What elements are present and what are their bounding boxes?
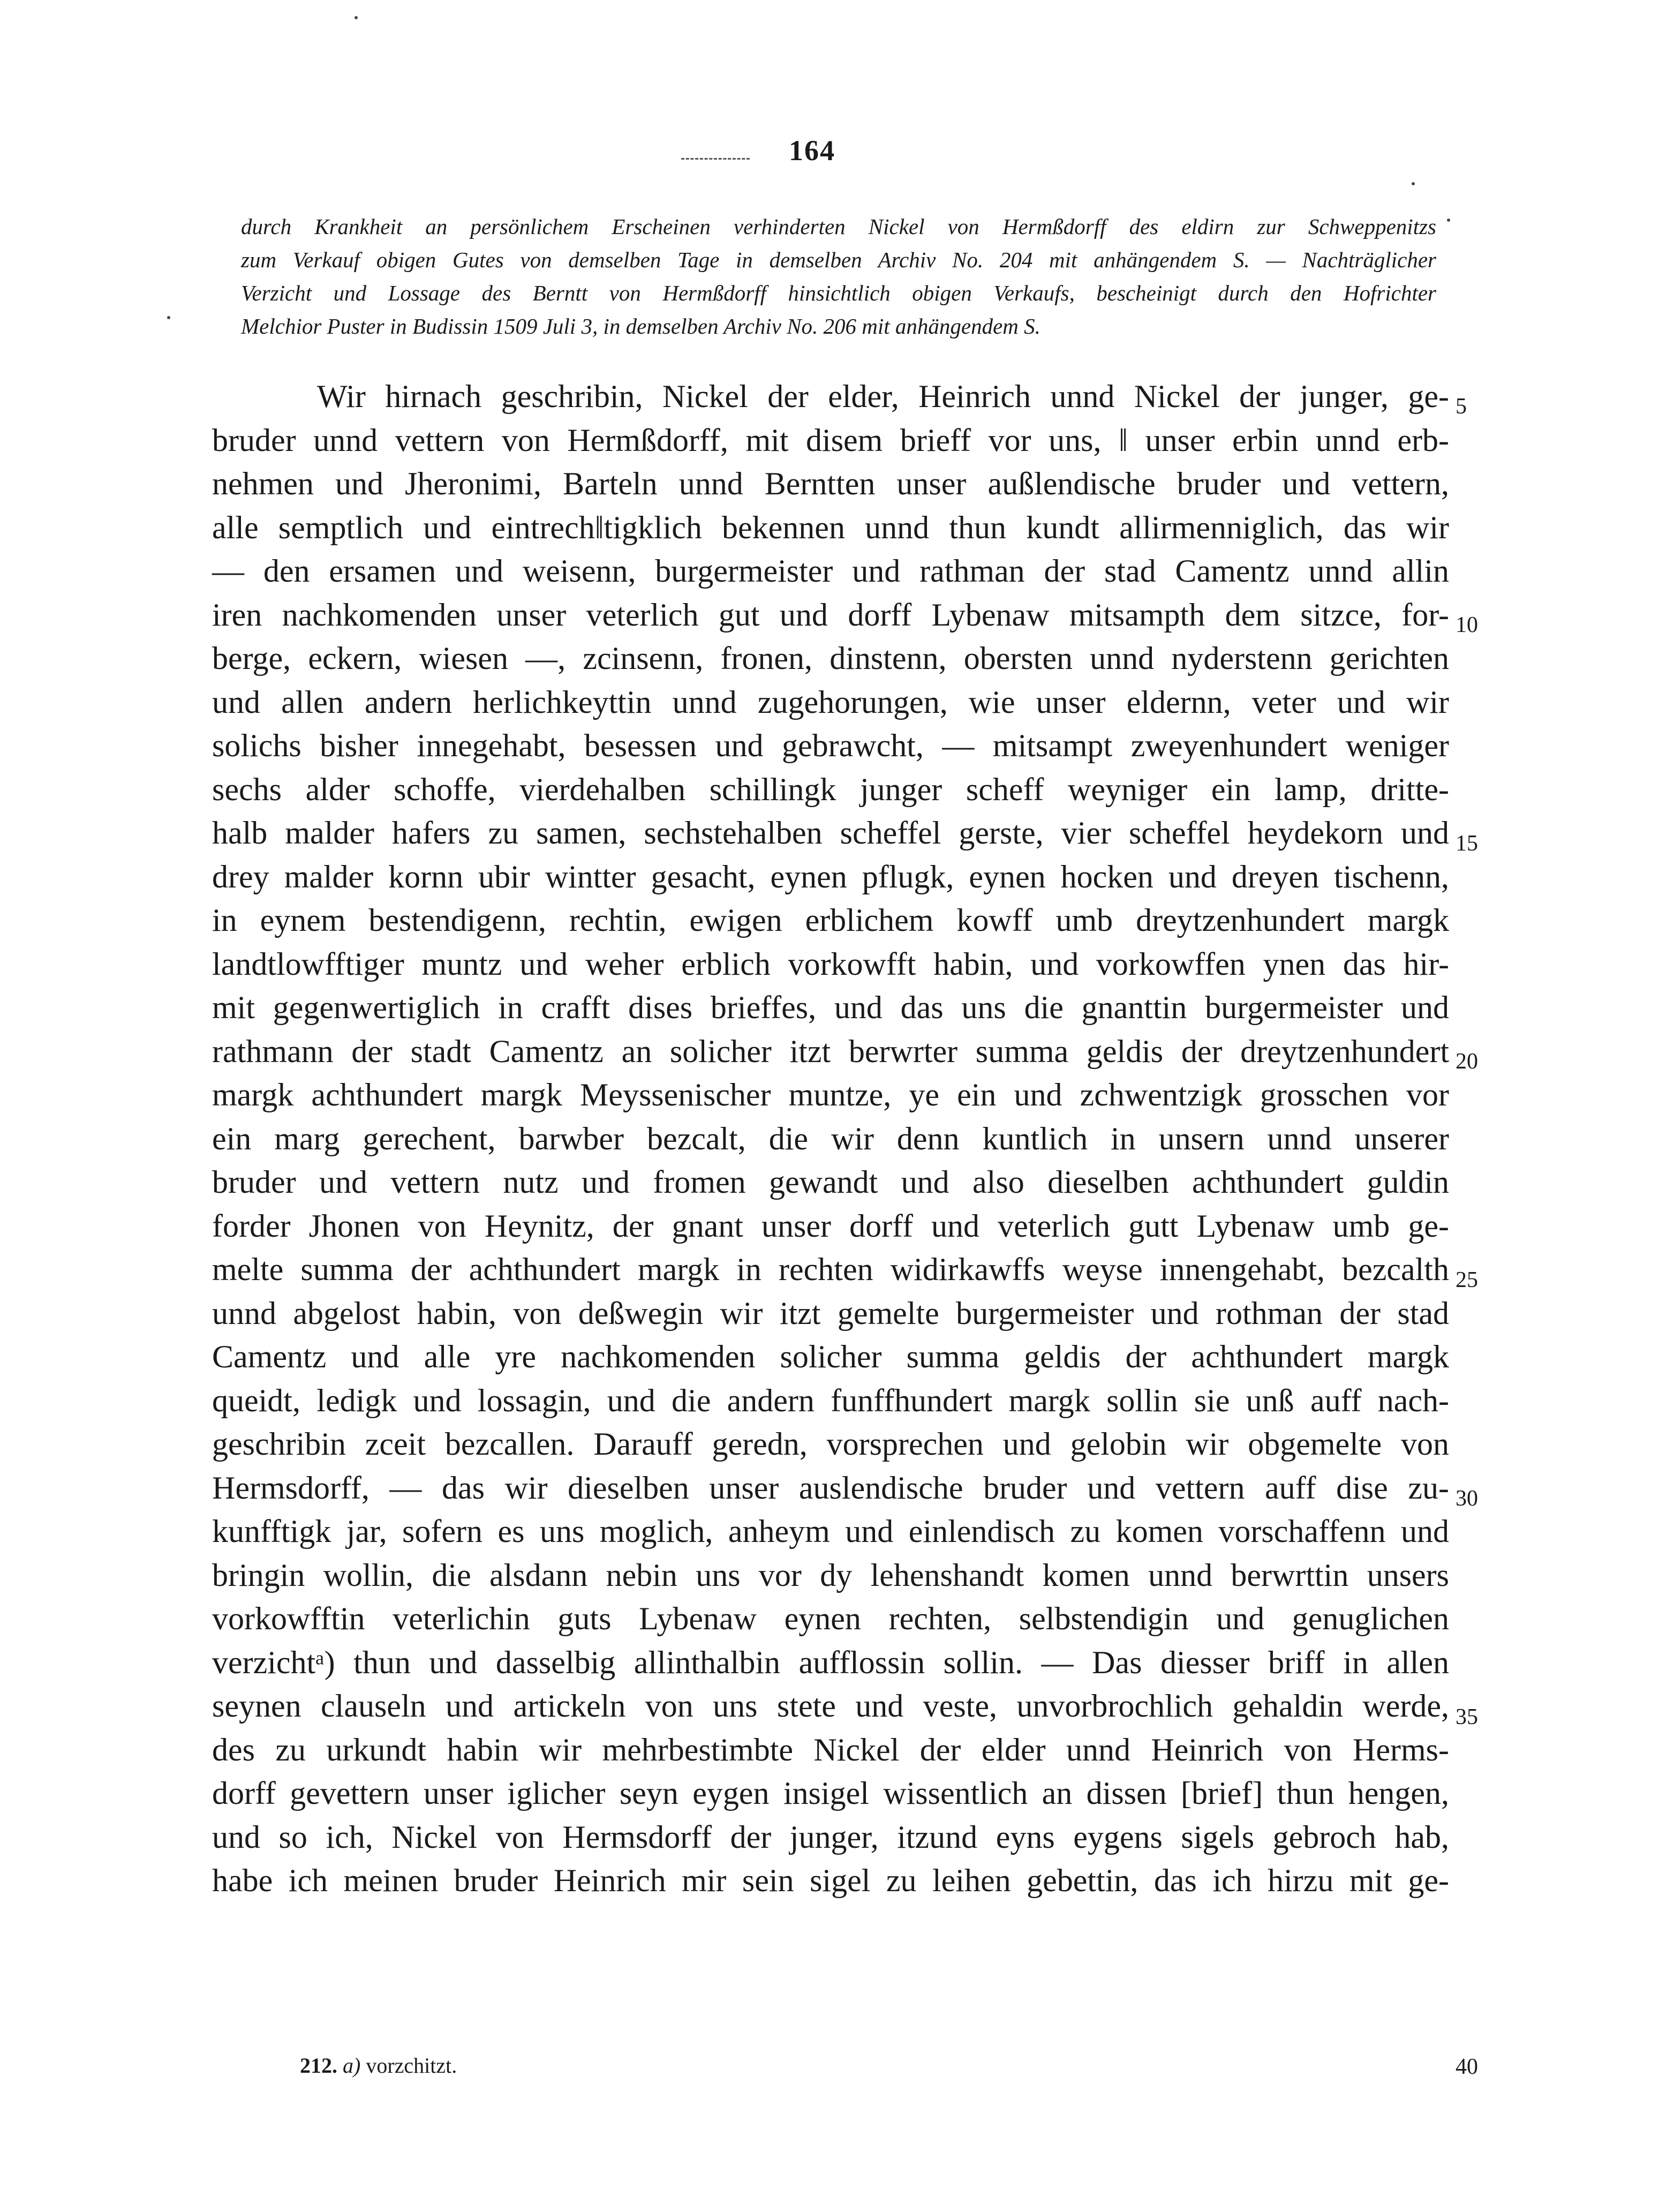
header-rule — [681, 158, 750, 160]
line-number: 35 — [1456, 1705, 1478, 1729]
body-line: forder Jhonen von Heynitz, der gnant unser dorff und veterlich gutt Lybenaw umb ge- — [212, 1208, 1449, 1244]
line-number: 10 — [1456, 613, 1478, 637]
body-line: Camentz und alle yre nachkomenden solicher summa geldis der achthundert margk — [212, 1339, 1449, 1374]
body-line: dorff gevettern unser iglicher seyn eygen insigel wissentlich an dissen [brief] thun hengen, — [212, 1775, 1449, 1811]
body-line: Wir hirnach geschribin, Nickel der elder, Heinrich unnd Nickel der junger, ge- — [317, 379, 1449, 414]
line-number: 20 — [1456, 1049, 1478, 1074]
body-line: verzichtᵃ) thun und dasselbig allinthalbin aufflossin sollin. — Das diesser briff in allen — [212, 1644, 1449, 1680]
body-line: des zu urkundt habin wir mehrbestimbte Nickel der elder unnd Heinrich von Herms- — [212, 1732, 1449, 1767]
body-line: unnd abgelost habin, von deßwegin wir itzt gemelte burgermeister und rothman der stad — [212, 1295, 1449, 1331]
body-line: berge, eckern, wiesen —, zcinsenn, fronen, dinstenn, obersten unnd nyderstenn gerichten — [212, 641, 1449, 676]
body-line: solichs bisher innegehabt, besessen und gebrawcht, — mitsampt zweyenhundert weniger — [212, 728, 1449, 763]
line-number: 25 — [1456, 1268, 1478, 1292]
body-line: habe ich meinen bruder Heinrich mir sein sigel zu leihen gebettin, das ich hirzu mit ge- — [212, 1863, 1449, 1898]
body-line: drey malder kornn ubir wintter gesacht, eynen pflugk, eynen hocken und dreyen tischenn, — [212, 859, 1449, 894]
body-line: in eynem bestendigenn, rechtin, ewigen erblichem kowff umb dreytzenhundert margk — [212, 902, 1449, 938]
line-number: 40 — [1456, 2055, 1478, 2079]
body-line: margk achthundert margk Meyssenischer muntze, ye ein und zchwentzigk grosschen vor — [212, 1077, 1449, 1112]
body-line: halb malder hafers zu samen, sechstehalben scheffel gerste, vier scheffel heydekorn und — [212, 815, 1449, 851]
body-line: bruder und vettern nutz und fromen gewandt und also dieselben achthundert guldin — [212, 1164, 1449, 1200]
body-line: seynen clauseln und artickeln von uns stete und veste, unvorbrochlich gehaldin werde, — [212, 1688, 1449, 1724]
header-note-line: Melchior Puster in Budissin 1509 Juli 3, in demselben Archiv No. 206 mit anhängendem S. — [241, 314, 1040, 338]
body-line: ein marg gerechent, barwber bezcalt, die wir denn kuntlich in unsern unnd unserer — [212, 1120, 1449, 1156]
body-line: iren nachkomenden unser veterlich gut und dorff Lybenaw mitsampth dem sitzce, for- — [212, 597, 1449, 633]
body-line: vorkowfftin veterlichin guts Lybenaw eynen rechten, selbstendigin und genuglichen — [212, 1601, 1449, 1636]
scan-speck — [1447, 219, 1450, 222]
body-line: melte summa der achthundert margk in rechten widirkawffs weyse innengehabt, bezcalth — [212, 1252, 1449, 1287]
document-body — [212, 375, 1449, 1903]
body-line: bruder unnd vettern von Hermßdorff, mit disem brieff vor uns, ‖ unser erbin unnd erb- — [212, 422, 1449, 458]
footnote-mark: a) — [343, 2053, 361, 2078]
body-line: und allen andern herlichkeyttin unnd zugehorungen, wie unser eldernn, veter und wir — [212, 684, 1449, 720]
footnote-text: vorzchitzt. — [366, 2053, 457, 2078]
body-line: nehmen und Jheronimi, Barteln unnd Berntten unser außlendische bruder und vettern, — [212, 466, 1449, 501]
body-line: geschribin zceit bezcallen. Darauff geredn, vorsprechen und gelobin wir obgemelte von — [212, 1426, 1449, 1462]
footnote-number: 212. — [300, 2053, 337, 2078]
body-line: kunfftigk jar, sofern es uns moglich, anheym und einlendisch zu komen vorschaffenn und — [212, 1514, 1449, 1549]
header-note-line: zum Verkauf obigen Gutes von demselben Tage in demselben Archiv No. 204 mit anhängendem S. — Nachträglicher — [241, 247, 1436, 272]
body-line: — den ersamen und weisenn, burgermeister und rathman der stad Camentz unnd allin — [212, 553, 1449, 589]
body-line: alle semptlich und eintrech‖tigklich bekennen unnd thun kundt allirmenniglich, das wir — [212, 509, 1449, 545]
body-line: rathmann der stadt Camentz an solicher itzt berwrter summa geldis der dreytzenhundert — [212, 1033, 1449, 1069]
line-number: 5 — [1456, 394, 1467, 419]
line-number: 30 — [1456, 1486, 1478, 1511]
line-number: 15 — [1456, 831, 1478, 856]
header-note — [241, 210, 1436, 343]
footnote — [300, 2053, 457, 2078]
body-line: sechs alder schoffe, vierdehalben schillingk junger scheff weyniger ein lamp, dritte- — [212, 771, 1449, 807]
body-line: Hermsdorff, — das wir dieselben unser auslendische bruder und vettern auff dise zu- — [212, 1470, 1449, 1506]
body-line: mit gegenwertiglich in crafft dises brieffes, und das uns die gnanttin burgermeister und — [212, 990, 1449, 1025]
body-line: und so ich, Nickel von Hermsdorff der junger, itzund eyns eygens sigels gebroch hab, — [212, 1819, 1449, 1855]
scan-speck — [355, 16, 358, 19]
scan-speck — [167, 316, 170, 319]
body-line: bringin wollin, die alsdann nebin uns vor dy lehenshandt komen unnd berwrttin unsers — [212, 1557, 1449, 1593]
body-line: queidt, ledigk und lossagin, und die andern funffhundert margk sollin sie unß auff nach- — [212, 1382, 1449, 1418]
header-note-line: durch Krankheit an persönlichem Erscheinen verhinderten Nickel von Hermßdorff des eldirn zur Schweppenitzs — [241, 214, 1436, 239]
scan-speck — [1412, 182, 1415, 185]
header-note-line: Verzicht und Lossage des Berntt von Hermßdorff hinsichtlich obigen Verkaufs, bescheinigt durch den Hofrichter — [241, 281, 1436, 305]
body-line: landtlowfftiger muntz und weher erblich vorkowfft habin, und vorkowffen ynen das hir- — [212, 946, 1449, 982]
page-number: 164 — [789, 134, 835, 167]
